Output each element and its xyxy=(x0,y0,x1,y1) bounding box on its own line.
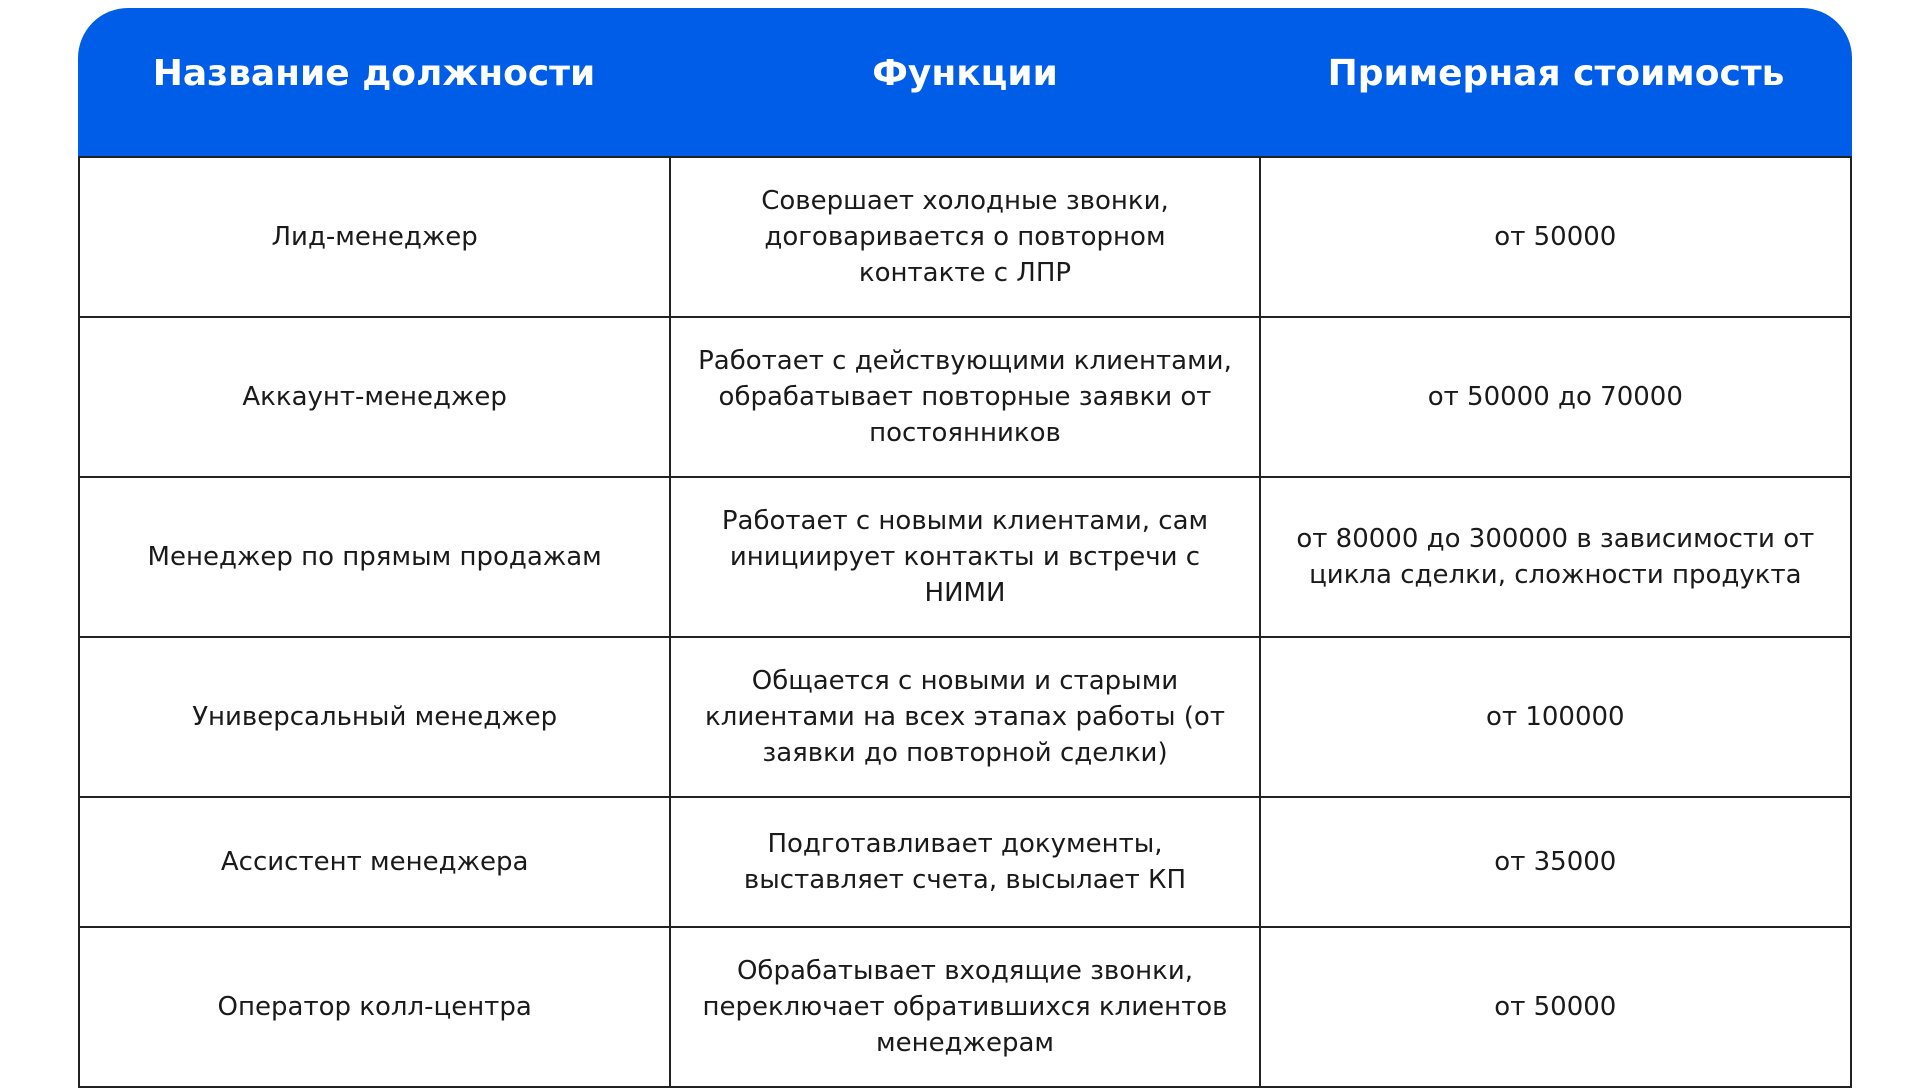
table-row xyxy=(80,476,1852,636)
position-functions-cell: Совершает холодные звонки, договаривается о повторном контакте с ЛПР xyxy=(671,158,1260,316)
table-row xyxy=(80,156,1852,316)
table-body xyxy=(78,156,1852,1088)
header-functions-cell: Функции xyxy=(872,52,1058,94)
table-row xyxy=(80,636,1852,796)
position-cost-cell: от 50000 xyxy=(1261,928,1852,1086)
position-cost-cell: от 80000 до 300000 в зависимости от цикла сделки, сложности продукта xyxy=(1261,478,1852,636)
positions-table xyxy=(78,8,1852,1088)
position-functions-cell: Работает с новыми клиентами, сам инициирует контакты и встречи с НИМИ xyxy=(671,478,1260,636)
position-cost-cell: от 100000 xyxy=(1261,638,1852,796)
table-row xyxy=(80,796,1852,926)
table-row xyxy=(80,316,1852,476)
position-title-cell: Ассистент менеджера xyxy=(80,798,671,926)
position-cost-cell: от 35000 xyxy=(1261,798,1852,926)
header-title-cell: Название должности xyxy=(152,52,596,94)
position-functions-cell: Общается с новыми и старыми клиентами на всех этапах работы (от заявки до повторной сделки) xyxy=(671,638,1260,796)
position-cost-cell: от 50000 до 70000 xyxy=(1261,318,1852,476)
table-header xyxy=(78,8,1852,156)
position-title-cell: Менеджер по прямым продажам xyxy=(80,478,671,636)
position-title-cell: Аккаунт-менеджер xyxy=(80,318,671,476)
position-functions-cell: Подготавливает документы, выставляет счета, высылает КП xyxy=(671,798,1260,926)
position-title-cell: Лид-менеджер xyxy=(80,158,671,316)
position-functions-cell: Обрабатывает входящие звонки, переключает обратившихся клиентов менеджерам xyxy=(671,928,1260,1086)
position-title-cell: Универсальный менеджер xyxy=(80,638,671,796)
header-cost-cell: Примерная стоимость xyxy=(1327,52,1785,94)
position-title-cell: Оператор колл-центра xyxy=(80,928,671,1086)
position-cost-cell: от 50000 xyxy=(1261,158,1852,316)
position-functions-cell: Работает с действующими клиентами, обрабатывает повторные заявки от постоянников xyxy=(671,318,1260,476)
table-row xyxy=(80,926,1852,1086)
